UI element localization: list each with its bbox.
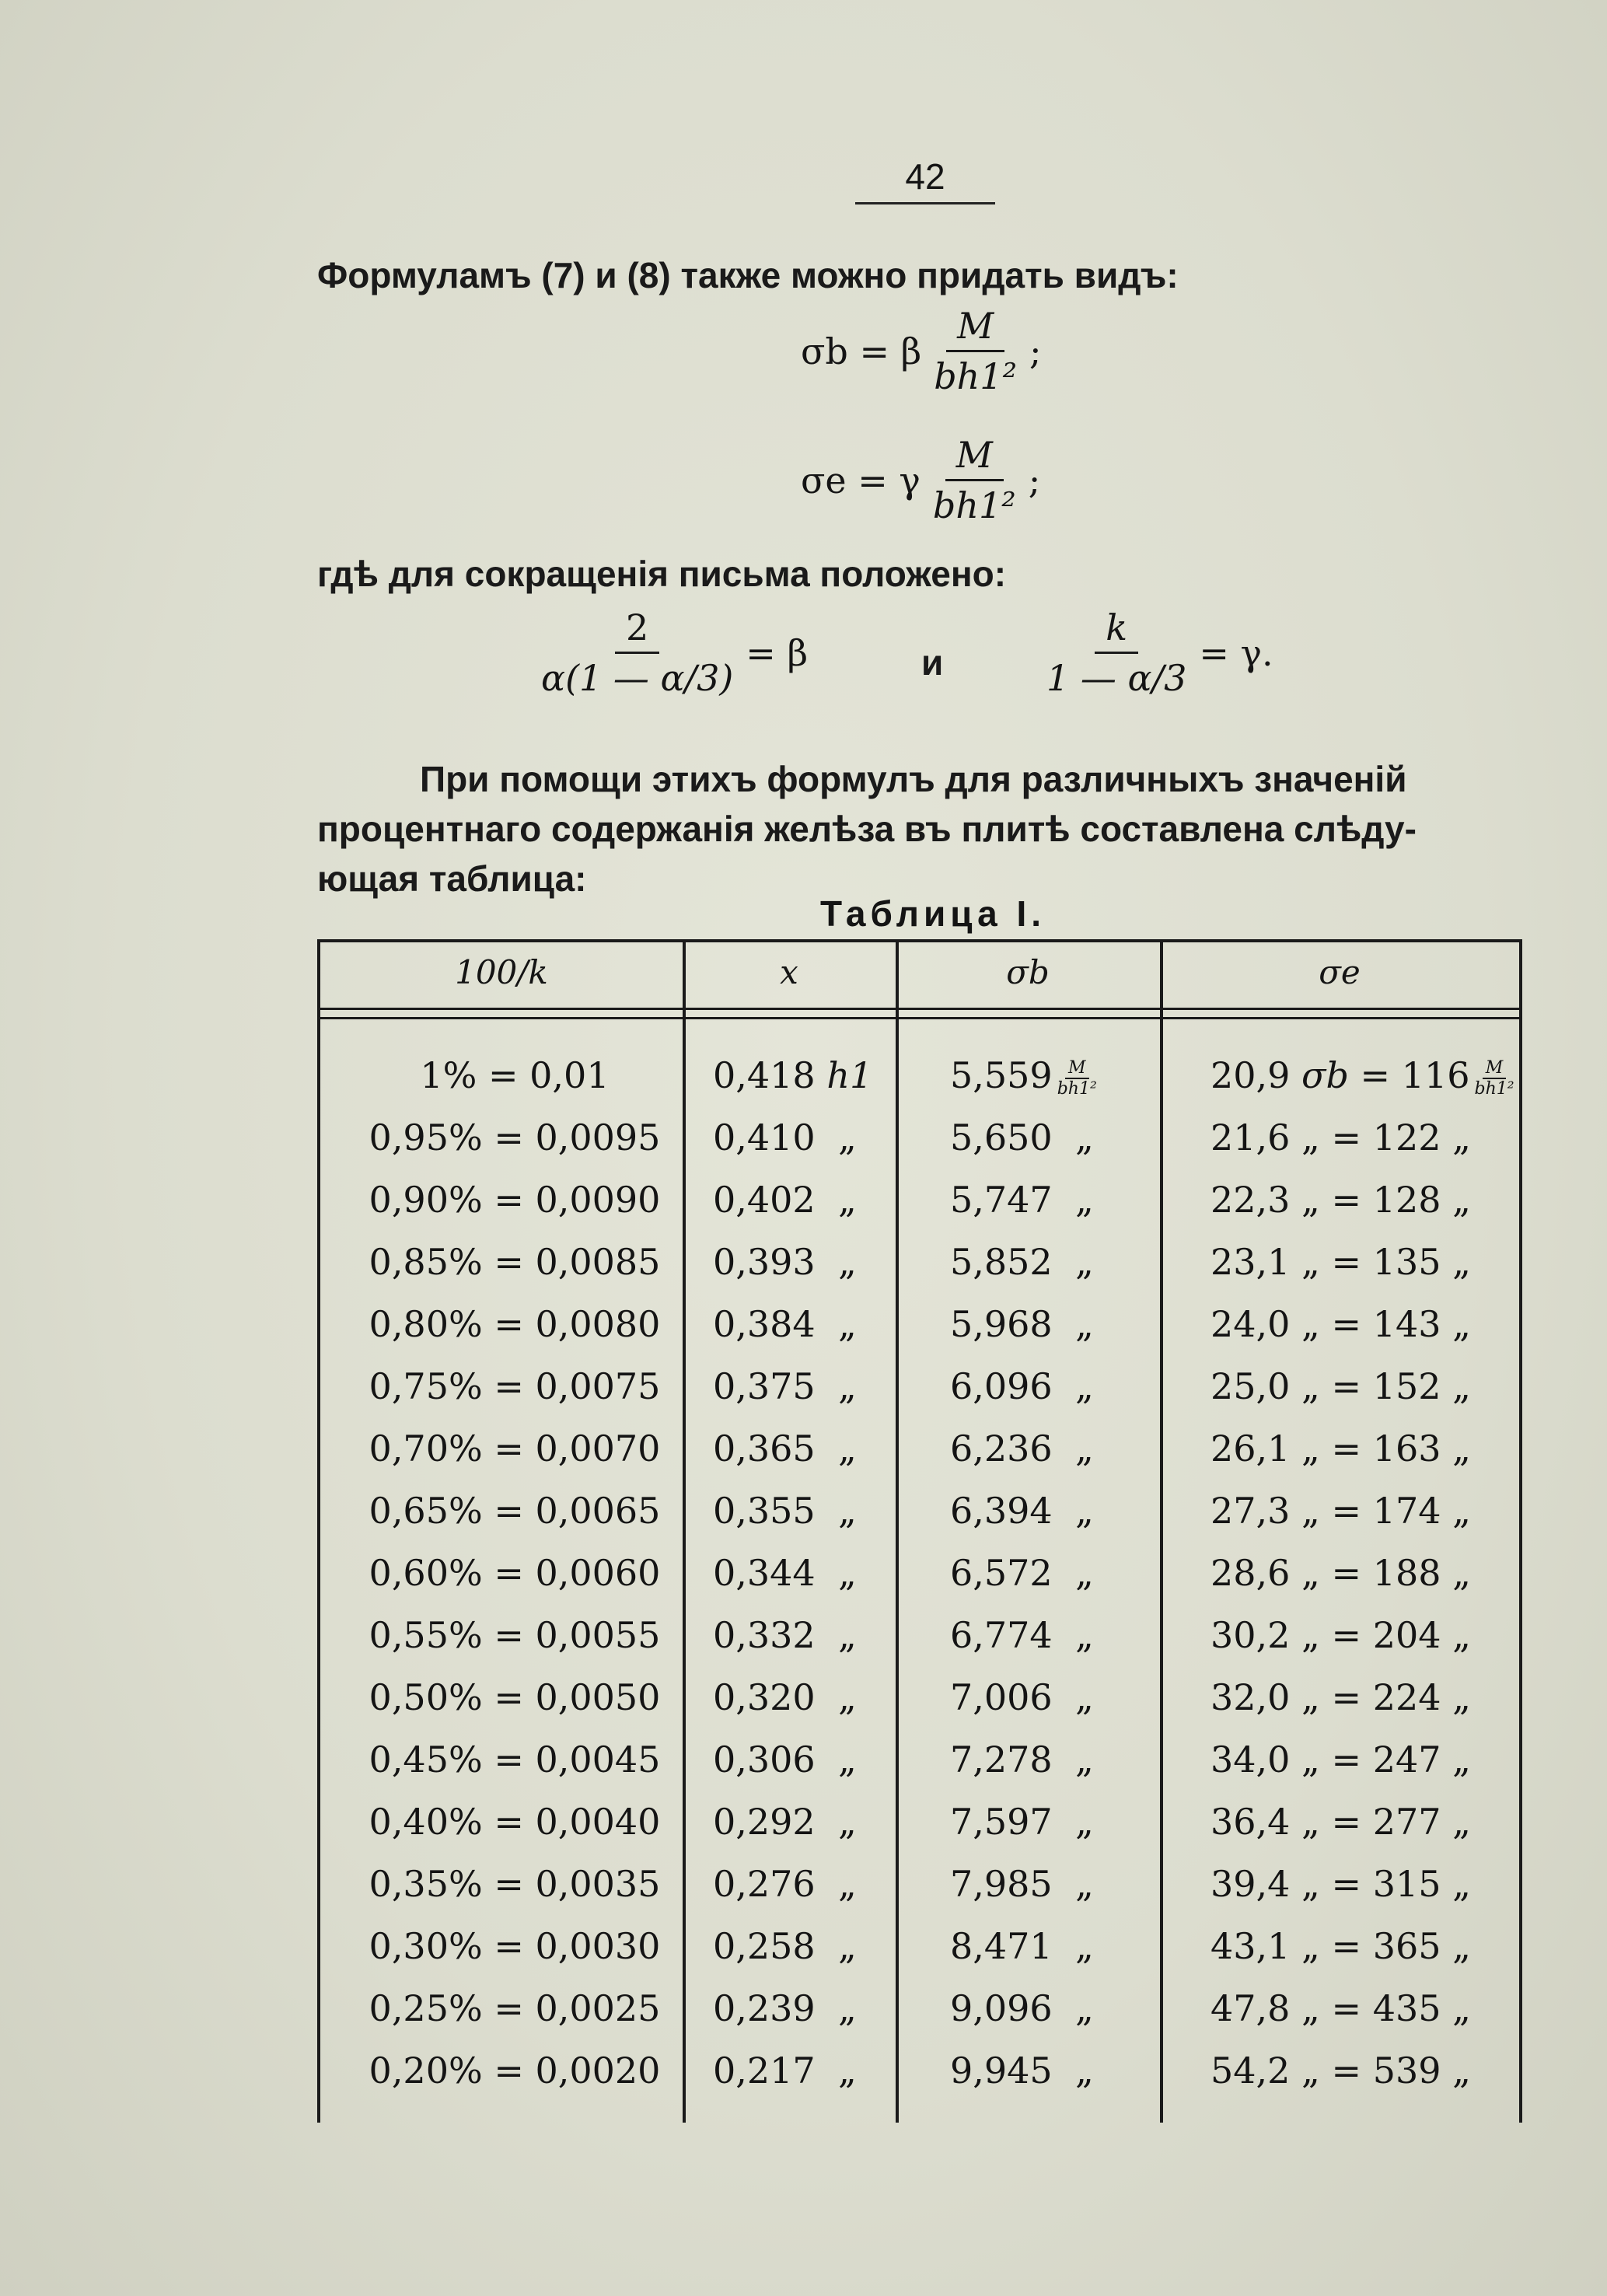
cell-percent: 0,75% = 0,0075 bbox=[369, 1365, 661, 1407]
cell-sigma-e: 21,6 „ = 122 „ bbox=[1210, 1117, 1471, 1158]
cell-percent: 0,20% = 0,0020 bbox=[369, 2050, 661, 2092]
table-header-rule bbox=[320, 1008, 1519, 1010]
table-row bbox=[320, 1428, 1519, 1490]
cell-x: 0,384 „ bbox=[713, 1303, 857, 1345]
cell-x: 0,344 „ bbox=[713, 1552, 857, 1594]
header-x: x bbox=[780, 953, 798, 991]
cell-percent: 0,35% = 0,0035 bbox=[369, 1863, 661, 1905]
cell-x: 0,332 „ bbox=[713, 1614, 857, 1656]
cell-x: 0,320 „ bbox=[713, 1676, 857, 1718]
table-row bbox=[320, 1303, 1519, 1365]
cell-x: 0,418 h1 bbox=[713, 1054, 873, 1096]
cell-x: 0,306 „ bbox=[713, 1739, 857, 1781]
cell-sigma-b: 6,774 „ bbox=[950, 1614, 1094, 1656]
cell-sigma-e: 23,1 „ = 135 „ bbox=[1210, 1241, 1471, 1283]
formula-sigma-b bbox=[801, 305, 1042, 397]
cell-x: 0,393 „ bbox=[713, 1241, 857, 1283]
cell-sigma-b: 7,006 „ bbox=[950, 1676, 1094, 1718]
unit-fraction: $\frac{M}{\text{bh1²}}$ bbox=[1057, 1058, 1097, 1099]
cell-sigma-b: 5,747 „ bbox=[950, 1179, 1094, 1221]
cell-percent: 0,45% = 0,0045 bbox=[369, 1739, 661, 1781]
table-row bbox=[320, 1490, 1519, 1552]
header-100-over-k: 100/k bbox=[455, 953, 548, 991]
table-row bbox=[320, 1241, 1519, 1303]
cell-sigma-e: 27,3 „ = 174 „ bbox=[1210, 1490, 1471, 1532]
table-row bbox=[320, 1676, 1519, 1739]
cell-x: 0,410 „ bbox=[713, 1117, 857, 1158]
cell-percent: 0,55% = 0,0055 bbox=[369, 1614, 661, 1656]
cell-sigma-e: 30,2 „ = 204 „ bbox=[1210, 1614, 1471, 1656]
cell-percent: 0,80% = 0,0080 bbox=[369, 1303, 661, 1345]
cell-x: 0,217 „ bbox=[713, 2050, 857, 2092]
definition-beta-rhs: = β bbox=[746, 631, 809, 674]
cell-sigma-e: 25,0 „ = 152 „ bbox=[1210, 1365, 1471, 1407]
cell-x: 0,365 „ bbox=[713, 1428, 857, 1470]
conjunction-and: и bbox=[921, 642, 944, 683]
cell-sigma-b: 5,852 „ bbox=[950, 1241, 1094, 1283]
paragraph-line-3: ющая таблица: bbox=[317, 858, 587, 899]
cell-sigma-e: 34,0 „ = 247 „ bbox=[1210, 1739, 1471, 1781]
table-row bbox=[320, 1925, 1519, 1987]
cell-sigma-e: 47,8 „ = 435 „ bbox=[1210, 1987, 1471, 2029]
formula-sigma-b-fraction bbox=[934, 305, 1017, 397]
cell-percent: 0,30% = 0,0030 bbox=[369, 1925, 661, 1967]
table-header-rule-double bbox=[320, 1017, 1519, 1019]
table-row bbox=[320, 1739, 1519, 1801]
cell-sigma-b: 5,650 „ bbox=[950, 1117, 1094, 1158]
cell-x: 0,258 „ bbox=[713, 1925, 857, 1967]
cell-x: 0,276 „ bbox=[713, 1863, 857, 1905]
where-line: гдѣ для сокращенія письма положено: bbox=[317, 554, 1007, 594]
cell-sigma-b: 6,096 „ bbox=[950, 1365, 1094, 1407]
table-caption: Таблица I. bbox=[819, 893, 1046, 934]
definition-gamma-den: 1 — α/3 bbox=[1046, 657, 1187, 699]
intro-line: Формуламъ (7) и (8) также можно придать видъ: bbox=[317, 255, 1179, 295]
formula-sigma-e-den: bh1² bbox=[932, 484, 1016, 526]
header-sigma-b: σb bbox=[1006, 953, 1050, 991]
table-row bbox=[320, 1179, 1519, 1241]
definition-beta-num: 2 bbox=[615, 606, 659, 654]
definition-beta bbox=[536, 606, 808, 699]
table-body bbox=[320, 1054, 1519, 2112]
cell-sigma-e: 26,1 „ = 163 „ bbox=[1210, 1428, 1471, 1470]
header-sigma-e: σe bbox=[1319, 953, 1361, 991]
cell-sigma-e: 20,9 σb = 116 $\frac{M}{\text{bh1²}}$ bbox=[1210, 1054, 1514, 1099]
cell-sigma-e: 24,0 „ = 143 „ bbox=[1210, 1303, 1471, 1345]
formula-sigma-e-end: ; bbox=[1028, 459, 1041, 501]
definition-gamma-fraction bbox=[1046, 606, 1186, 699]
definition-gamma-num: k bbox=[1095, 606, 1138, 654]
cell-percent: 0,50% = 0,0050 bbox=[369, 1676, 661, 1718]
formula-sigma-b-num: M bbox=[946, 305, 1004, 352]
cell-sigma-e: 36,4 „ = 277 „ bbox=[1210, 1801, 1471, 1843]
table-row bbox=[320, 1987, 1519, 2050]
cell-percent: 0,25% = 0,0025 bbox=[369, 1987, 661, 2029]
formula-sigma-e-num: M bbox=[945, 434, 1004, 481]
cell-sigma-e: 32,0 „ = 224 „ bbox=[1210, 1676, 1471, 1718]
paragraph-line-2: процентнаго содержанія желѣза въ плитѣ составлена слѣду- bbox=[317, 809, 1417, 849]
table-row bbox=[320, 1365, 1519, 1428]
cell-percent: 0,85% = 0,0085 bbox=[369, 1241, 661, 1283]
table-row bbox=[320, 1614, 1519, 1676]
cell-percent: 0,60% = 0,0060 bbox=[369, 1552, 661, 1594]
definition-gamma bbox=[1042, 606, 1273, 699]
cell-sigma-e: 54,2 „ = 539 „ bbox=[1210, 2050, 1471, 2092]
cell-sigma-b: 6,572 „ bbox=[950, 1552, 1094, 1594]
cell-percent: 1% = 0,01 bbox=[420, 1054, 610, 1096]
cell-sigma-b: 6,394 „ bbox=[950, 1490, 1094, 1532]
formula-sigma-e-fraction bbox=[933, 434, 1016, 526]
cell-x: 0,402 „ bbox=[713, 1179, 857, 1221]
table-row bbox=[320, 1054, 1519, 1117]
cell-percent: 0,90% = 0,0090 bbox=[369, 1179, 661, 1221]
definition-gamma-rhs: = γ. bbox=[1199, 631, 1273, 674]
formula-sigma-e-lhs: σe = γ bbox=[801, 459, 921, 501]
cell-sigma-e: 22,3 „ = 128 „ bbox=[1210, 1179, 1471, 1221]
page-number: 42 bbox=[855, 156, 995, 204]
cell-sigma-b: 8,471 „ bbox=[950, 1925, 1094, 1967]
cell-sigma-b: 6,236 „ bbox=[950, 1428, 1094, 1470]
paragraph-line-1: При помощи этихъ формулъ для различныхъ значеній bbox=[420, 759, 1407, 799]
cell-sigma-b: 9,945 „ bbox=[950, 2050, 1094, 2092]
formula-sigma-b-lhs: σb = β bbox=[801, 330, 922, 372]
formula-sigma-b-den: bh1² bbox=[934, 355, 1018, 397]
cell-sigma-e: 39,4 „ = 315 „ bbox=[1210, 1863, 1471, 1905]
definition-beta-fraction bbox=[541, 606, 733, 699]
table-row bbox=[320, 1801, 1519, 1863]
cell-sigma-b: 5,968 „ bbox=[950, 1303, 1094, 1345]
table-row bbox=[320, 1552, 1519, 1614]
cell-percent: 0,70% = 0,0070 bbox=[369, 1428, 661, 1470]
definition-beta-den: α(1 — α/3) bbox=[541, 657, 734, 699]
table-row bbox=[320, 1117, 1519, 1179]
cell-percent: 0,65% = 0,0065 bbox=[369, 1490, 661, 1532]
cell-x: 0,292 „ bbox=[713, 1801, 857, 1843]
cell-percent: 0,95% = 0,0095 bbox=[369, 1117, 661, 1158]
table-row bbox=[320, 2050, 1519, 2112]
formula-sigma-b-end: ; bbox=[1029, 330, 1042, 372]
cell-sigma-b: 7,597 „ bbox=[950, 1801, 1094, 1843]
table-top-rule bbox=[320, 939, 1519, 942]
cell-sigma-b: 7,278 „ bbox=[950, 1739, 1094, 1781]
data-table bbox=[317, 939, 1522, 2123]
cell-sigma-b: 5,559 $\frac{M}{\text{bh1²}}$ bbox=[950, 1054, 1097, 1099]
cell-x: 0,239 „ bbox=[713, 1987, 857, 2029]
cell-sigma-e: 28,6 „ = 188 „ bbox=[1210, 1552, 1471, 1594]
cell-sigma-b: 7,985 „ bbox=[950, 1863, 1094, 1905]
formula-sigma-e bbox=[801, 434, 1040, 526]
cell-x: 0,375 „ bbox=[713, 1365, 857, 1407]
cell-percent: 0,40% = 0,0040 bbox=[369, 1801, 661, 1843]
cell-sigma-b: 9,096 „ bbox=[950, 1987, 1094, 2029]
cell-sigma-e: 43,1 „ = 365 „ bbox=[1210, 1925, 1471, 1967]
table-row bbox=[320, 1863, 1519, 1925]
unit-fraction: $\frac{M}{\text{bh1²}}$ bbox=[1474, 1058, 1514, 1099]
cell-x: 0,355 „ bbox=[713, 1490, 857, 1532]
